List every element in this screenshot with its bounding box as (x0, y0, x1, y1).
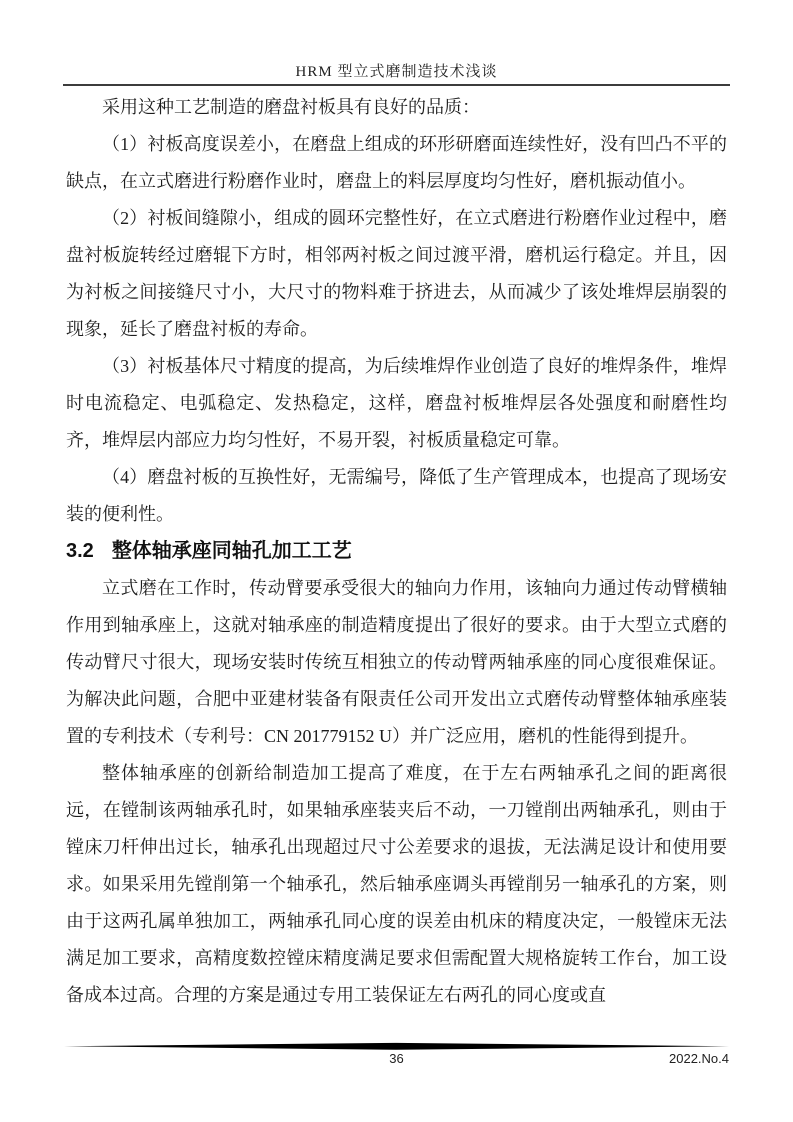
section-heading (66, 533, 727, 570)
list-paragraph-4: （4）磨盘衬板的互换性好，无需编号，降低了生产管理成本，也提高了现场安装的便利性。 (66, 467, 727, 524)
list-paragraph-2: （2）衬板间缝隙小，组成的圆环完整性好，在立式磨进行粉磨作业过程中，磨盘衬板旋转经过磨辊下方时，相邻两衬板之间过渡平滑，磨机运行稳定。并且，因为衬板之间接缝尺寸小，大尺寸的物料难于挤进去，从而减少了该处堆焊层崩裂的现象，延长了磨盘衬板的寿命。 (66, 208, 727, 339)
intro-paragraph: 采用这种工艺制造的磨盘衬板具有良好的品质： (102, 97, 480, 117)
section-number: 3.2 (66, 540, 94, 562)
section-paragraph-2: 整体轴承座的创新给制造加工提高了难度，在于左右两轴承孔之间的距离很远，在镗制该两轴承孔时，如果轴承座装夹后不动，一刀镗削出两轴承孔，则由于镗床刀杆伸出过长，轴承孔出现超过尺寸公差要求的退拔，无法满足设计和使用要求。如果采用先镗削第一个轴承孔，然后轴承座调头再镗削另一轴承孔的方案，则由于这两孔属单独加工，两轴承孔同心度的误差由机床的精度决定，一般镗床无法满足加工要求，高精度数控镗床精度满足要求但需配置大规格旋转工作台，加工设备成本过高。合理的方案是通过专用工装保证左右两孔的同心度或直 (66, 763, 727, 1005)
section-paragraph-1: 立式磨在工作时，传动臂要承受很大的轴向力作用，该轴向力通过传动臂横轴作用到轴承座上，这就对轴承座的制造精度提出了很好的要求。由于大型立式磨的传动臂尺寸很大，现场安装时传统互相独立的传动臂两轴承座的同心度很难保证。为解决此问题，合肥中亚建材装备有限责任公司开发出立式磨传动臂整体轴承座装置的专利技术（专利号：CN 201779152 U）并广泛应用，磨机的性能得到提升。 (66, 578, 727, 746)
footer-rule (64, 1042, 729, 1051)
list-paragraph-1: （1）衬板高度误差小，在磨盘上组成的环形研磨面连续性好，没有凹凸不平的缺点，在立式磨进行粉磨作业时，磨盘上的料层厚度均匀性好，磨机振动值小。 (66, 134, 727, 191)
list-paragraph-3: （3）衬板基体尺寸精度的提高，为后续堆焊作业创造了良好的堆焊条件，堆焊时电流稳定、电弧稳定、发热稳定，这样，磨盘衬板堆焊层各处强度和耐磨性均齐，堆焊层内部应力均匀性好，不易开裂，衬板质量稳定可靠。 (66, 356, 727, 450)
page-body (66, 89, 727, 1035)
section-title: 整体轴承座同轴孔加工工艺 (111, 540, 352, 562)
running-title: HRM 型立式磨制造技术浅谈 (295, 64, 498, 80)
header-rule (63, 84, 730, 86)
issue-label: 2022.No.4 (669, 1051, 729, 1066)
page-number: 36 (389, 1051, 404, 1066)
